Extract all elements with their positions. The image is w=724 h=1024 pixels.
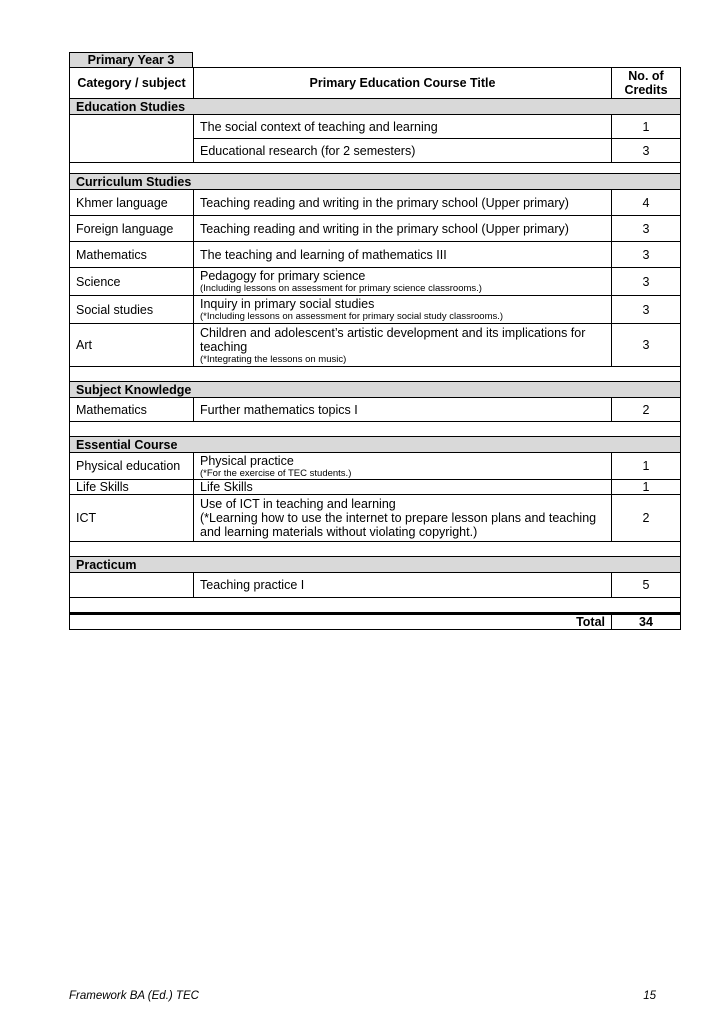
credit-value: 3 [612, 216, 681, 242]
course-title: Life Skills [194, 480, 612, 495]
course-title: Teaching practice I [194, 573, 612, 598]
course-table [69, 67, 681, 630]
category-cell: Art [70, 324, 194, 367]
credit-value: 3 [612, 324, 681, 367]
course-title: The teaching and learning of mathematics III [194, 242, 612, 268]
category-cell: Social studies [70, 296, 194, 324]
category-cell: Mathematics [70, 398, 194, 422]
table-row [70, 242, 681, 268]
table-row [70, 190, 681, 216]
credit-value: 3 [612, 242, 681, 268]
page-number: 15 [643, 990, 656, 1002]
header-row [70, 68, 681, 99]
category-cell [70, 573, 194, 598]
category-cell: ICT [70, 495, 194, 542]
course-note: (*For the exercise of TEC students.) [200, 467, 352, 479]
section-curriculum-studies [70, 174, 681, 190]
table-row [70, 296, 681, 324]
course-title: Teaching reading and writing in the primary school (Upper primary) [194, 190, 612, 216]
table-row [70, 398, 681, 422]
course-note: (*Integrating the lessons on music) [200, 353, 347, 365]
course-title-cell [194, 495, 612, 542]
table-row [70, 115, 681, 139]
table-row [70, 216, 681, 242]
table-row [70, 324, 681, 367]
course-title: The social context of teaching and learning [194, 115, 612, 139]
header-title: Primary Education Course Title [194, 68, 612, 99]
section-subject-knowledge [70, 382, 681, 398]
credit-value: 4 [612, 190, 681, 216]
course-title: Physical practice [200, 453, 294, 468]
section-practicum [70, 557, 681, 573]
credit-value: 3 [612, 268, 681, 296]
total-row [70, 614, 681, 630]
course-title: Pedagogy for primary science [200, 269, 366, 283]
course-title: Children and adolescent’s artistic development and its implications for teaching [200, 325, 586, 354]
category-cell: Physical education [70, 453, 194, 480]
section-education-studies [70, 99, 681, 115]
course-title-detail: (*Learning how to use the internet to prepare lesson plans and teaching and learning materials without violating copyright.) [200, 511, 597, 539]
category-cell: Science [70, 268, 194, 296]
spacer-row [70, 163, 681, 174]
credit-value: 1 [612, 453, 681, 480]
credit-value: 1 [612, 480, 681, 495]
spacer-row [70, 367, 681, 382]
spacer-row [70, 598, 681, 614]
credit-value: 2 [612, 495, 681, 542]
section-heading: Essential Course [70, 437, 681, 453]
credit-value: 3 [612, 296, 681, 324]
category-cell [70, 115, 194, 163]
table-row [70, 495, 681, 542]
credit-value: 1 [612, 115, 681, 139]
section-heading: Practicum [70, 557, 681, 573]
credit-value: 5 [612, 573, 681, 598]
section-heading: Education Studies [70, 99, 681, 115]
course-title: Further mathematics topics I [194, 398, 612, 422]
course-title: Inquiry in primary social studies [200, 297, 375, 311]
course-title: Teaching reading and writing in the primary school (Upper primary) [194, 216, 612, 242]
course-note: (Including lessons on assessment for primary science classrooms.) [200, 283, 482, 294]
course-title-cell [194, 324, 612, 367]
section-essential-course [70, 437, 681, 453]
table-row [70, 268, 681, 296]
credit-value: 2 [612, 398, 681, 422]
category-cell: Mathematics [70, 242, 194, 268]
section-heading: Subject Knowledge [70, 382, 681, 398]
category-cell: Life Skills [70, 480, 194, 495]
header-category: Category / subject [70, 68, 194, 99]
header-credits: No. of Credits [612, 68, 681, 99]
credit-value: 3 [612, 139, 681, 163]
course-title-cell [194, 453, 612, 480]
course-title-cell [194, 268, 612, 296]
table-row [70, 453, 681, 480]
spacer-row [70, 422, 681, 437]
total-value: 34 [612, 614, 681, 630]
year-label: Primary Year 3 [69, 52, 193, 67]
category-cell: Khmer language [70, 190, 194, 216]
course-note: (*Including lessons on assessment for primary social study classrooms.) [200, 311, 504, 322]
table-row [70, 480, 681, 495]
spacer-row [70, 542, 681, 557]
total-blank-cell [70, 614, 194, 630]
course-title: Use of ICT in teaching and learning [200, 497, 396, 511]
section-heading: Curriculum Studies [70, 174, 681, 190]
category-cell: Foreign language [70, 216, 194, 242]
total-label: Total [194, 614, 612, 630]
course-title: Educational research (for 2 semesters) [194, 139, 612, 163]
table-row [70, 573, 681, 598]
footer-title: Framework BA (Ed.) TEC [69, 990, 199, 1002]
course-title-cell [194, 296, 612, 324]
